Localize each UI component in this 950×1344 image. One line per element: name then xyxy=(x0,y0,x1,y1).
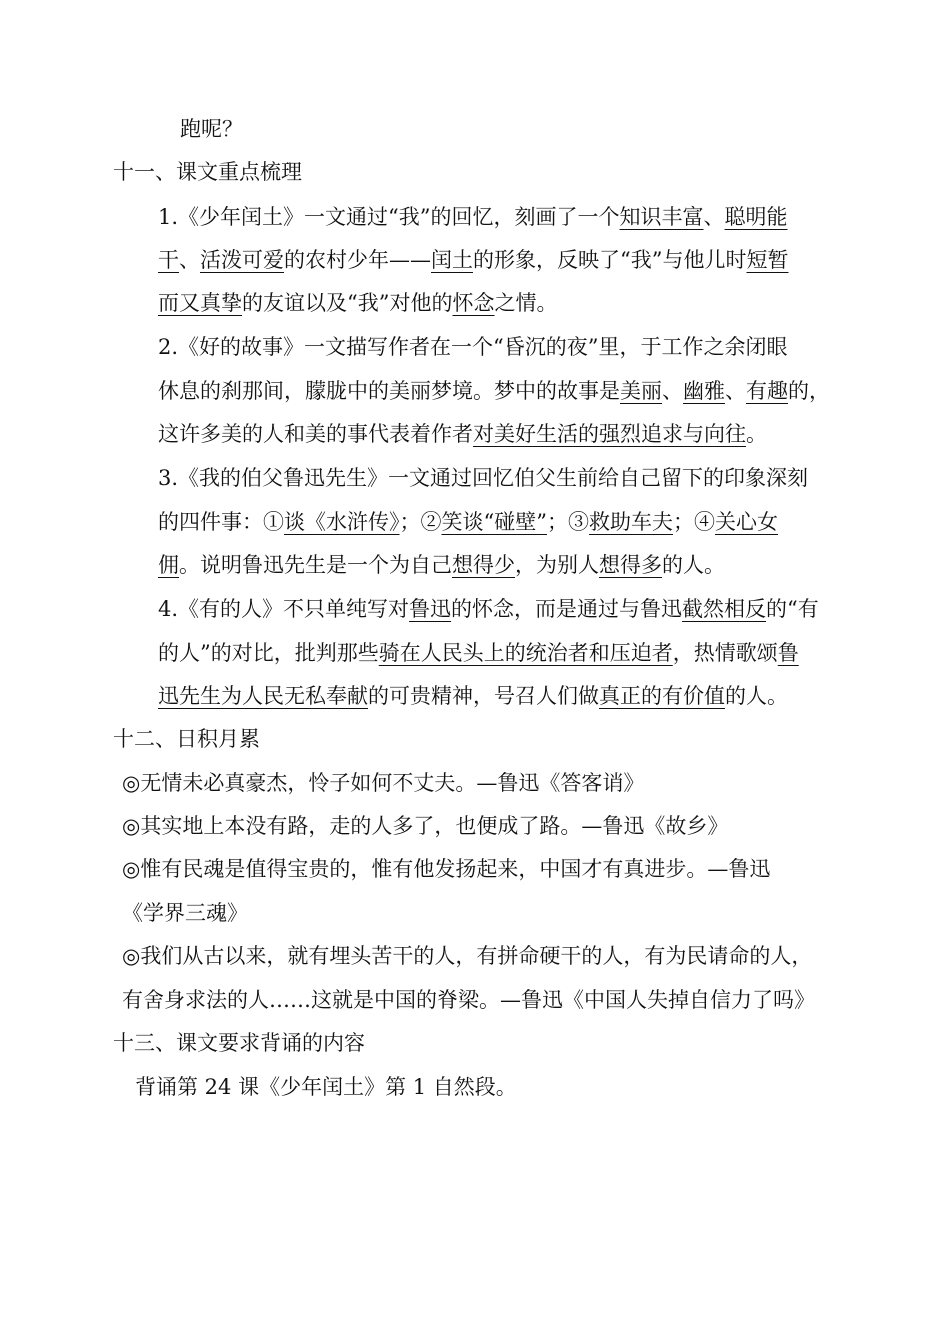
paragraph-4-line-1: 4.《有的人》不只单纯写对鲁迅的怀念，而是通过与鲁迅截然相反的“有 xyxy=(158,597,819,621)
paragraph-2-line-1: 2.《好的故事》一文描写作者在一个“昏沉的夜”里，于工作之余闭眼 xyxy=(158,335,788,359)
paragraph-2-line-2: 休息的刹那间，朦胧中的美丽梦境。梦中的故事是美丽、幽雅、有趣的， xyxy=(158,379,830,403)
paragraph-3-line-3: 佣。说明鲁迅先生是一个为自己想得少，为别人想得多的人。 xyxy=(158,553,725,577)
paragraph-4-line-2: 的人”的对比，批判那些骑在人民头上的统治者和压迫者，热情歌颂鲁 xyxy=(158,641,799,665)
paragraph-1-line-2: 干、活泼可爱的农村少年——闰土的形象，反映了“我”与他儿时短暂 xyxy=(158,248,789,272)
section-heading-12: 十二、日积月累 xyxy=(113,727,260,751)
section-heading-11: 十一、课文重点梳理 xyxy=(113,160,302,184)
quote-1: ◎无情未必真豪杰，怜子如何不丈夫。—鲁迅《答客诮》 xyxy=(122,771,645,795)
paragraph-1-line-1: 1.《少年闰土》一文通过“我”的回忆，刻画了一个知识丰富、聪明能 xyxy=(158,205,788,229)
quote-4-line-2: 有舍身求法的人……这就是中国的脊梁。—鲁迅《中国人失掉自信力了吗》 xyxy=(122,988,815,1012)
paragraph-3-line-2: 的四件事：①谈《水浒传》；②笑谈“碰壁”；③救助车夫；④关心女 xyxy=(158,510,778,534)
quote-3-line-2: 《学界三魂》 xyxy=(122,901,248,925)
paragraph-2-line-3: 这许多美的人和美的事代表着作者对美好生活的强烈追求与向往。 xyxy=(158,422,767,446)
section-heading-13: 十三、课文要求背诵的内容 xyxy=(113,1031,365,1055)
paragraph-1-line-3: 而又真挚的友谊以及“我”对他的怀念之情。 xyxy=(158,291,558,315)
paragraph-3-line-1: 3.《我的伯父鲁迅先生》一文通过回忆伯父生前给自己留下的印象深刻 xyxy=(158,466,809,490)
recitation-text: 背诵第 24 课《少年闰土》第 1 自然段。 xyxy=(135,1075,517,1099)
quote-4-line-1: ◎我们从古以来，就有埋头苦干的人，有拼命硬干的人，有为民请命的人， xyxy=(122,944,813,968)
quote-3-line-1: ◎惟有民魂是值得宝贵的，惟有他发扬起来，中国才有真进步。—鲁迅 xyxy=(122,857,771,881)
quote-2: ◎其实地上本没有路，走的人多了，也便成了路。—鲁迅《故乡》 xyxy=(122,814,729,838)
continuation-line: 跑呢？ xyxy=(180,117,243,141)
paragraph-4-line-3: 迅先生为人民无私奉献的可贵精神，号召人们做真正的有价值的人。 xyxy=(158,684,788,708)
